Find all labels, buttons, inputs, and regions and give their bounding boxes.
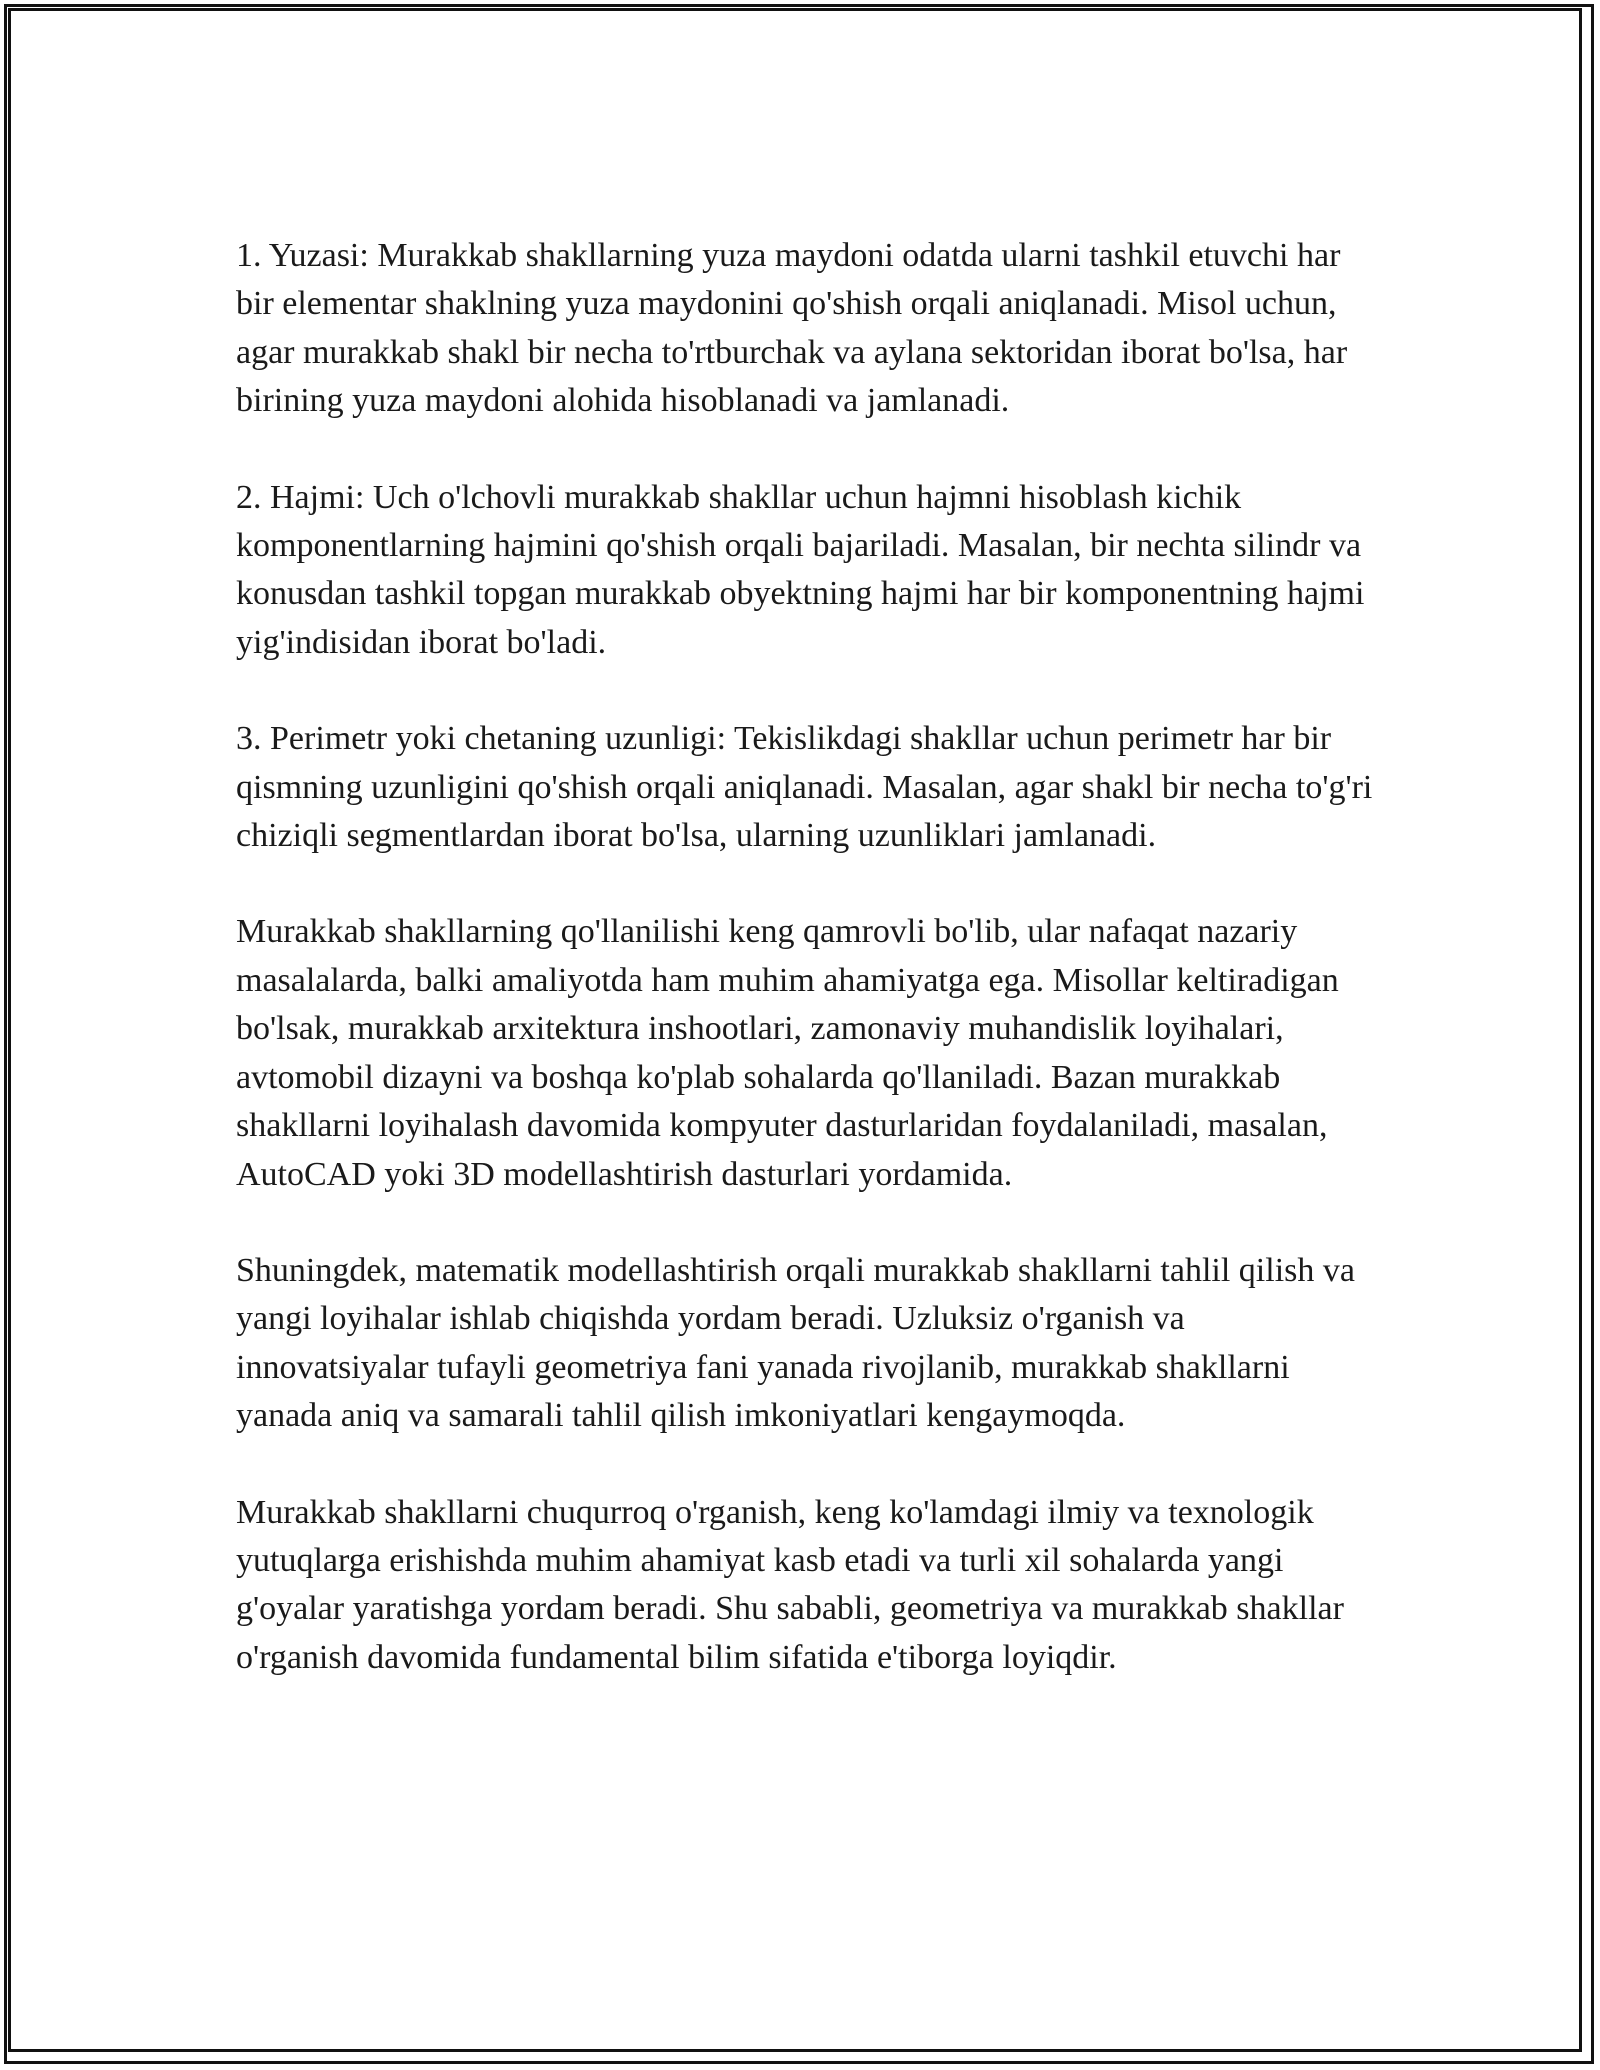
paragraph-applications: Murakkab shakllarning qo'llanilishi keng qamrovli bo'lib, ular nafaqat nazariy masalalarda, balki amaliyotda ham muhim ahamiyatga ega. Misollar keltiradigan bo'lsak, murakkab arxitektura inshootlari, zamonaviy muhandislik loyihalari, avtomobil dizayni va boshqa ko'plab sohalarda qo'llaniladi. Bazan murakkab shakllarni loyihalash davomida kompyuter dasturlaridan foydalaniladi, masalan, AutoCAD yoki 3D modellashtirish dasturlari yordamida. [236, 913, 1339, 1193]
document-body [236, 232, 1376, 1730]
paragraph-conclusion: Murakkab shakllarni chuqurroq o'rganish, keng ko'lamdagi ilmiy va texnologik yutuqlarga erishishda muhim ahamiyat kasb etadi va turli xil sohalarda yangi g'oyalar yaratishga yordam beradi. Shu sababli, geometriya va murakkab shakllar o'rganish davomida fundamental bilim sifatida e'tiborga loyiqdir. [236, 1493, 1344, 1676]
paragraph-modeling: Shuningdek, matematik modellashtirish orqali murakkab shakllarni tahlil qilish va yangi loyihalar ishlab chiqishda yordam beradi. Uzluksiz o'rganish va innovatsiyalar tufayli geometriya fani yanada rivojlanib, murakkab shakllarni yanada aniq va samarali tahlil qilish imkoniyatlari kengaymoqda. [236, 1251, 1355, 1435]
paragraph-surface-area: 1. Yuzasi: Murakkab shakllarning yuza maydoni odatda ularni tashkil etuvchi har bir elementar shaklning yuza maydonini qo'shish orqali aniqlanadi. Misol uchun, agar murakkab shakl bir necha to'rtburchak va aylana sektoridan iborat bo'lsa, har birining yuza maydoni alohida hisoblanadi va jamlanadi. [236, 237, 1348, 420]
paragraph-volume: 2. Hajmi: Uch o'lchovli murakkab shakllar uchun hajmni hisoblash kichik komponentlarning hajmini qo'shish orqali bajariladi. Masalan, bir nechta silindr va konusdan tashkil topgan murakkab obyektning hajmi har bir komponentning hajmi yig'indisidan iborat bo'ladi. [236, 478, 1365, 661]
paragraph-perimeter: 3. Perimetr yoki chetaning uzunligi: Tekislikdagi shakllar uchun perimetr har bir qismning uzunligini qo'shish orqali aniqlanadi. Masalan, agar shakl bir necha to'g'ri chiziqli segmentlardan iborat bo'lsa, ularning uzunliklari jamlanadi. [236, 720, 1373, 855]
